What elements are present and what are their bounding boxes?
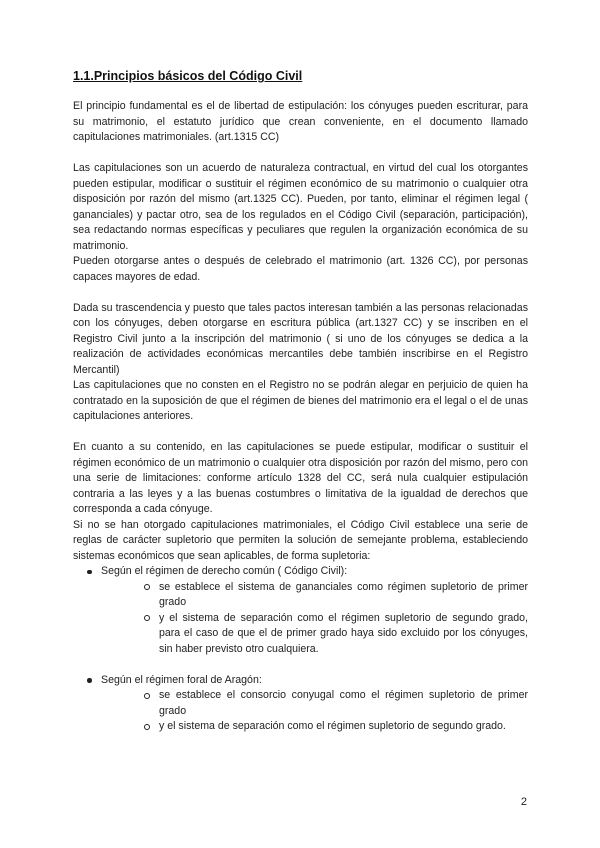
list-item: [85, 564, 528, 657]
regimen-comun-label: Según el régimen de derecho común ( Código Civil):: [101, 565, 348, 577]
paragraph-capitulaciones-acuerdo: Las capitulaciones son un acuerdo de naturaleza contractual, en virtud del cual los otorgantes pueden estipular, modificar o sustituir el régimen económico de su matrimonio o cualquier otra disposición por razón del mismo (art.1325 CC). Pueden, por tanto, eliminar el régimen legal ( gananciales) y pactar otro, sea de los regulados en el Código Civil (separación, participación), sea redactando normas específicas y peculiares que regulen la organización económica de su matrimonio.: [73, 162, 528, 252]
paragraph-reglas-supletorias: Si no se han otorgado capitulaciones matrimoniales, el Código Civil establece una serie de reglas de carácter supletorio que permiten la solución de semejante problema, estableciendo sistemas económicos que sean aplicables, de forma supletoria:: [73, 518, 528, 562]
paragraph-escritura-publica: Dada su trascendencia y puesto que tales pactos interesan también a las personas relacionadas con los cónyuges, deben otorgarse en escritura pública (art.1327 CC) y se inscriben en el Registro Civil junto a la inscripción del matrimonio ( si uno de los cónyuges se dedica a la realización de actividades económicas mercantiles debe también inscribirse en el Registro Mercantil): [73, 301, 528, 376]
paragraph-registro: Las capitulaciones que no consten en el Registro no se podrán alegar en perjuicio de quien ha contratado en la suposición de que el régimen de bienes del matrimonio era el legal o el de unas capitulaciones anteriores.: [73, 379, 528, 422]
paragraph-otorgamiento: Pueden otorgarse antes o después de celebrado el matrimonio (art. 1326 CC), por personas capaces mayores de edad.: [73, 255, 528, 283]
page-number: 2: [520, 796, 527, 808]
list-item: y el sistema de separación como el régimen supletorio de segundo grado, para el caso de que el de primer grado haya sido excluido por los cónyuges, sin haber previsto otro cualquiera.: [143, 611, 528, 658]
document-page: [73, 68, 528, 735]
regimen-aragon-label: Según el régimen foral de Aragón:: [101, 673, 262, 686]
list-item: se establece el consorcio conyugal como el régimen supletorio de primer grado: [143, 688, 528, 719]
paragraph-contenido: En cuanto a su contenido, en las capitulaciones se puede estipular, modificar o sustituir el régimen económico de un matrimonio o cualquier otra disposición por razón del mismo, pero con una serie de limitaciones: conforme artículo 1328 del CC, será nula cualquier estipulación contraria a las leyes y a las buenas costumbres o limitativa de la igualdad de derechos que corresponda a cada cónyuge.: [73, 441, 528, 515]
list-item: [85, 673, 528, 735]
list-item: y el sistema de separación como el régimen supletorio de segundo grado.: [143, 719, 528, 735]
regimen-list-aragon: [73, 673, 528, 735]
sub-list: [101, 688, 528, 735]
list-item: se establece el sistema de gananciales como régimen supletorio de primer grado: [143, 580, 528, 611]
section-heading: 1.1.Principios básicos del Código Civil: [73, 69, 303, 83]
sub-list: [101, 580, 528, 658]
paragraph-libertad-estipulacion: El principio fundamental es el de libertad de estipulación: los cónyuges pueden escriturar, para su matrimonio, el estatuto jurídico que crean conveniente, en el documento llamado capitulaciones matrimoniales. (art.1315 CC): [73, 100, 528, 143]
regimen-list: [73, 564, 528, 657]
